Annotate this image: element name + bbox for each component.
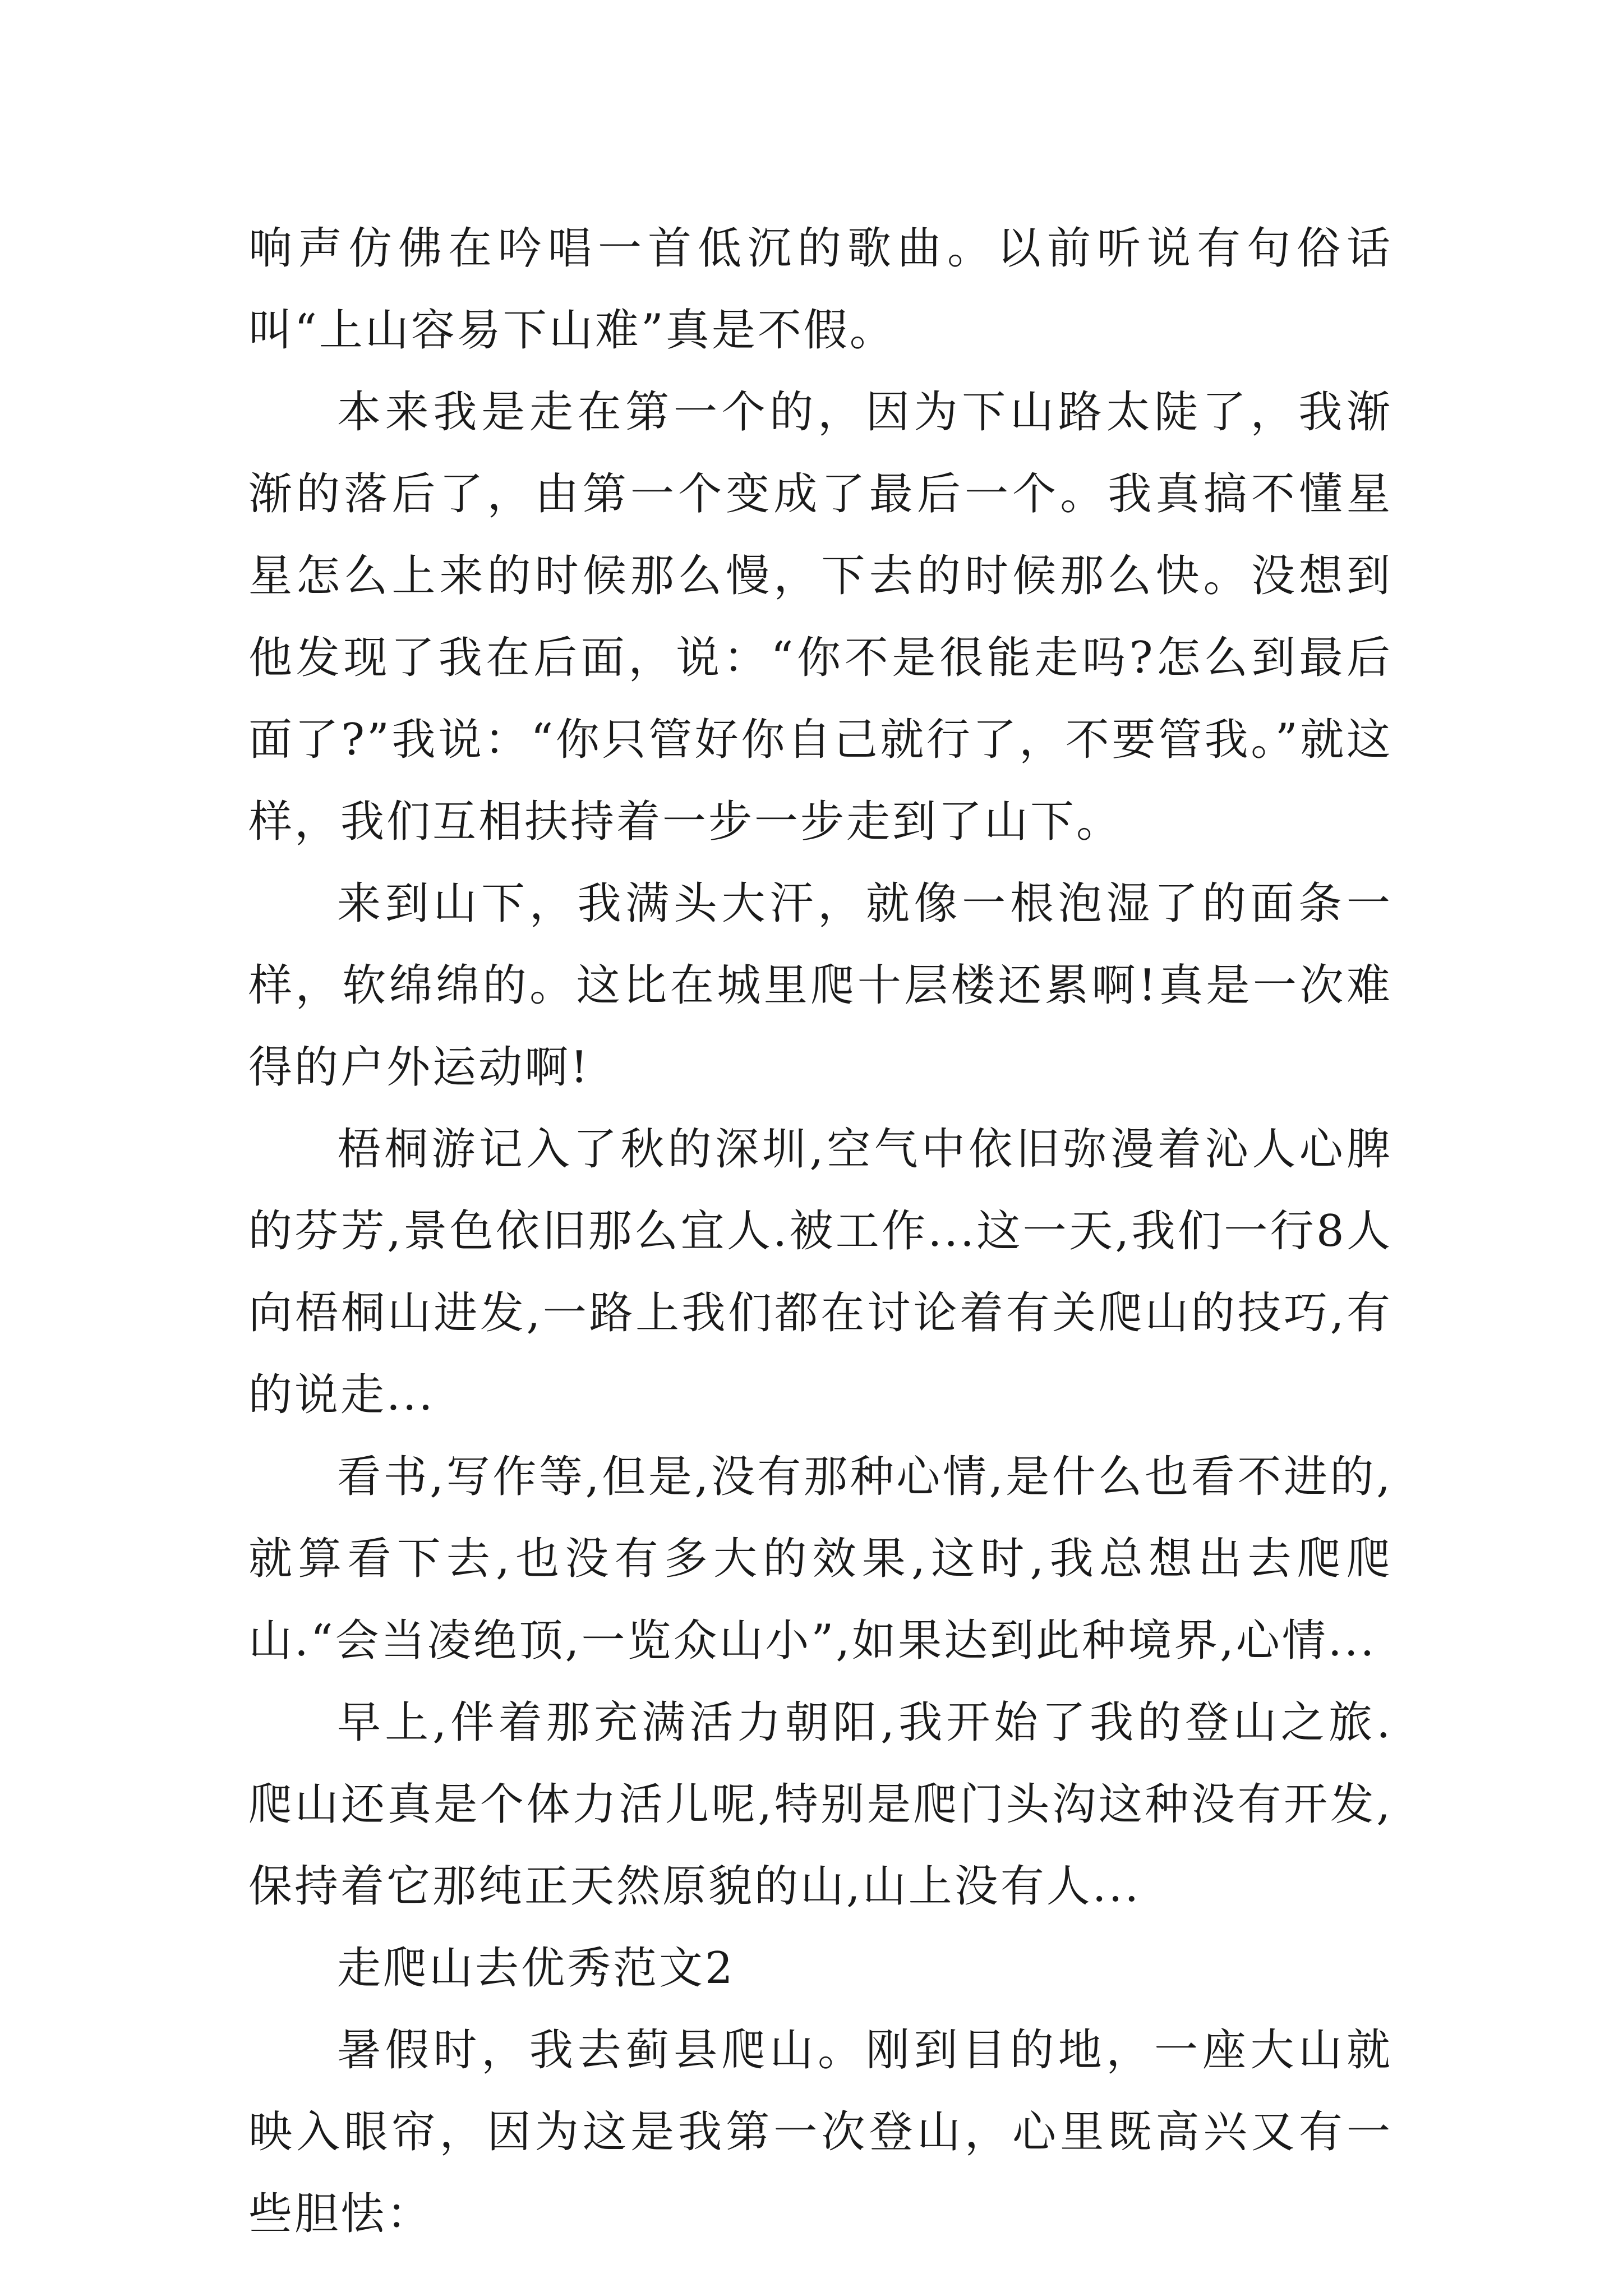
document-body — [248, 208, 1393, 2255]
paragraph-7: 暑假时，我去蓟县爬山。刚到目的地，一座大山就映入眼帘，因为这是我第一次登山，心里既高兴又有一些胆怯： — [248, 2025, 1393, 2239]
paragraph-3: 来到山下，我满头大汗，就像一根泡湿了的面条一样，软绵绵的。这比在城里爬十层楼还累啊!真是一次难得的户外运动啊! — [248, 878, 1393, 1093]
paragraph-5: 看书,写作等,但是,没有那种心情,是什么也看不进的,就算看下去,也没有多大的效果,这时,我总想出去爬爬山.“会当凌绝顶,一览众山小”,如果达到此种境界,心情... — [248, 1452, 1393, 1666]
paragraph-6: 早上,伴着那充满活力朝阳,我开始了我的登山之旅.爬山还真是个体力活儿呢,特别是爬门头沟这种没有开发,保持着它那纯正天然原貌的山,山上没有人... — [248, 1697, 1393, 1912]
paragraph-2: 本来我是走在第一个的，因为下山路太陡了，我渐渐的落后了，由第一个变成了最后一个。我真搞不懂星星怎么上来的时候那么慢，下去的时候那么快。没想到他发现了我在后面，说：“你不是很能走吗?怎么到最后面了?”我说：“你只管好你自己就行了，不要管我。”就这样，我们互相扶持着一步一步走到了山下。 — [248, 387, 1393, 847]
paragraph-4: 梧桐游记入了秋的深圳,空气中依旧弥漫着沁人心脾的芬芳,景色依旧那么宜人.被工作...这一天,我们一行8人向梧桐山进发,一路上我们都在讨论着有关爬山的技巧,有的说走... — [248, 1124, 1393, 1420]
paragraph-1: 响声仿佛在吟唱一首低沉的歌曲。以前听说有句俗话叫“上山容易下山难”真是不假。 — [248, 223, 1393, 356]
section-heading: 走爬山去优秀范文2 — [337, 1943, 735, 1994]
